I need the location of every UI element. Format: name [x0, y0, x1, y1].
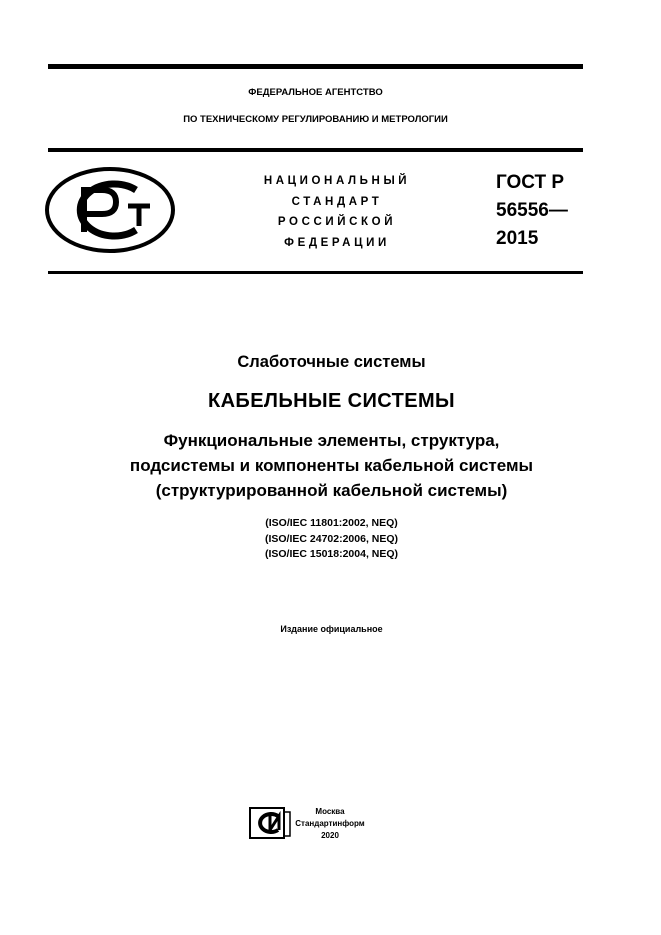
edition-note: Издание официальное: [280, 624, 383, 634]
agency-name-line1: ФЕДЕРАЛЬНОЕ АГЕНТСТВО: [248, 87, 383, 98]
national-standard-line: РОССИЙСКОЙ: [277, 216, 397, 228]
reference-item: (ISO/IEC 24702:2006, NEQ): [264, 532, 399, 545]
national-standard-line: НАЦИОНАЛЬНЫЙ: [263, 175, 411, 187]
international-references: [48, 516, 615, 563]
standartinform-logo-icon: [248, 806, 292, 840]
document-description: [48, 428, 615, 503]
top-rule: [48, 64, 583, 69]
document-subtitle: Слаботочные системы: [237, 353, 426, 371]
reference-item: (ISO/IEC 11801:2002, NEQ): [265, 517, 398, 529]
national-standard-line: СТАНДАРТ: [291, 195, 383, 208]
publisher-city: Москва: [315, 807, 345, 816]
national-standard-line: ФЕДЕРАЦИИ: [284, 236, 390, 249]
description-line: подсистемы и компоненты кабельной системы: [129, 456, 534, 475]
document-title: КАБЕЛЬНЫЕ СИСТЕМЫ: [207, 390, 456, 412]
designation-line3: 2015: [496, 228, 539, 249]
description-line: (структурированной кабельной системы): [155, 481, 508, 500]
standard-designation: [496, 169, 568, 253]
rst-emblem-icon: [44, 166, 176, 254]
description-line: Функциональные элементы, структура,: [163, 431, 500, 450]
publisher-imprint: [290, 806, 370, 842]
designation-line1: ГОСТ Р: [496, 172, 565, 193]
national-standard-label: [232, 171, 442, 253]
designation-line2: 56556—: [496, 200, 568, 221]
bottom-rule: [48, 271, 583, 274]
middle-rule: [48, 148, 583, 152]
publisher-year: 2020: [321, 831, 339, 840]
agency-name-line2: ПО ТЕХНИЧЕСКОМУ РЕГУЛИРОВАНИЮ И МЕТРОЛОГИИ: [183, 114, 448, 125]
publisher-name: Стандартинформ: [295, 819, 365, 828]
reference-item: (ISO/IEC 15018:2004, NEQ): [264, 548, 399, 560]
